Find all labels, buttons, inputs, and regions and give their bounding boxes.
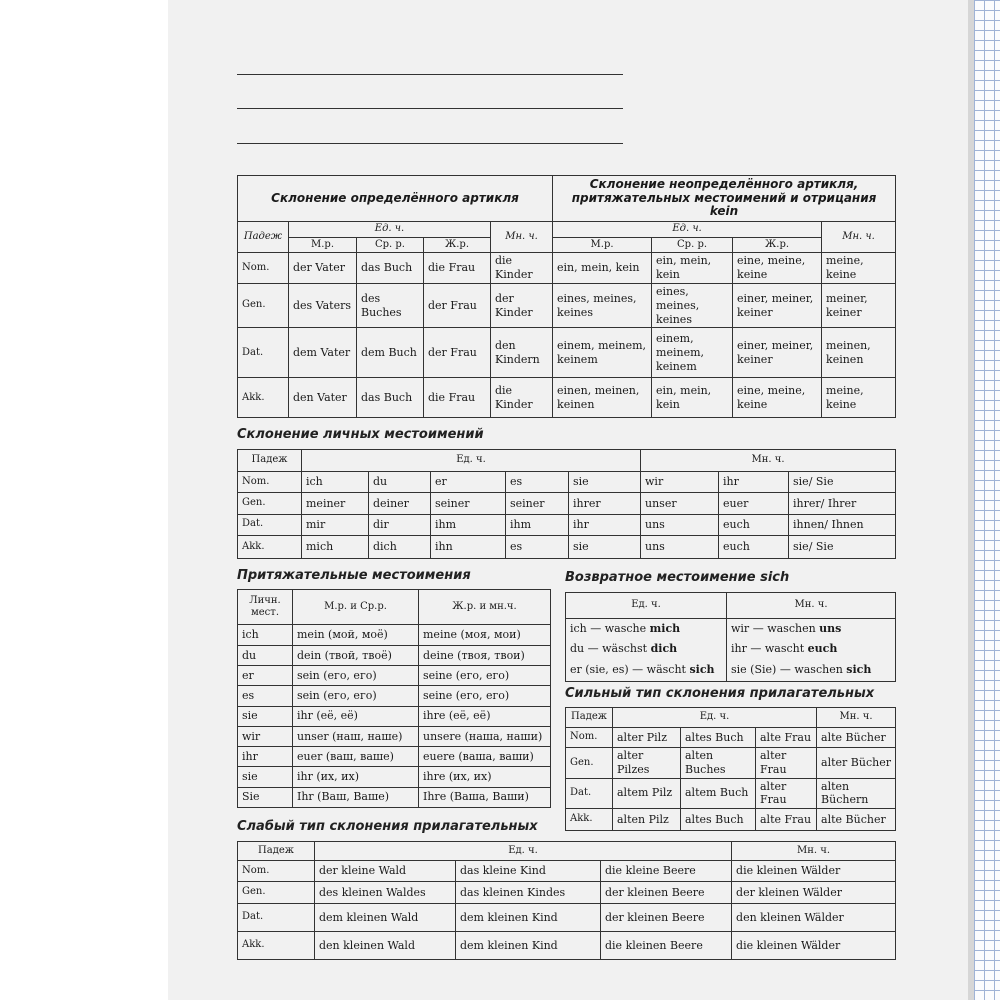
cell: dem Buch	[357, 328, 424, 378]
cell: alter Frau	[756, 748, 817, 779]
cell: einer, meiner, keiner	[733, 284, 822, 328]
cell: ihre (их, их)	[419, 767, 551, 787]
cell: der kleinen Beere	[601, 904, 732, 932]
case-cell: Gen.	[566, 748, 613, 779]
cell: du	[369, 472, 431, 493]
name-line-1	[237, 74, 623, 75]
cell: euch	[719, 514, 789, 535]
cell: die kleine Beere	[601, 861, 732, 882]
case-cell: Akk.	[238, 535, 302, 558]
cell: es	[506, 535, 569, 558]
cell: den Vater	[289, 378, 357, 418]
cell: euer (ваш, ваше)	[293, 747, 419, 767]
table-row	[238, 328, 896, 378]
cell: wir — waschen uns	[727, 619, 896, 639]
case-cell: Akk.	[238, 378, 289, 418]
cell: dein (твой, твоё)	[293, 645, 419, 665]
cell: das Buch	[357, 378, 424, 418]
cell: das kleine Kind	[456, 861, 601, 882]
neuter-header: Ср. р.	[357, 237, 424, 253]
cell: deiner	[369, 493, 431, 514]
case-cell: Dat.	[238, 904, 315, 932]
case-header: Падеж	[566, 708, 613, 728]
cell: du — wäschst dich	[566, 639, 727, 659]
cell: alte Bücher	[817, 728, 896, 748]
cell: ihm	[431, 514, 506, 535]
cell: altes Buch	[681, 809, 756, 831]
cell: dir	[369, 514, 431, 535]
table-row	[238, 535, 896, 558]
table-row	[566, 639, 896, 659]
cell: den kleinen Wälder	[732, 904, 896, 932]
table-row	[238, 645, 551, 665]
table-row	[238, 932, 896, 960]
table-row	[238, 253, 896, 284]
cell: den Kindern	[491, 328, 553, 378]
cell: uns	[641, 535, 719, 558]
cell: die kleinen Beere	[601, 932, 732, 960]
cell: ihnen/ Ihnen	[789, 514, 896, 535]
cell: alte Bücher	[817, 809, 896, 831]
cell: meiner, keiner	[822, 284, 896, 328]
masculine-header: М.р.	[289, 237, 357, 253]
grid-paper-background	[974, 0, 1000, 1000]
name-line-2	[237, 108, 623, 109]
cell: ihre (её, её)	[419, 706, 551, 726]
singular-header-2: Ед. ч.	[553, 222, 822, 238]
cell: meine, keine	[822, 378, 896, 418]
table-row	[238, 472, 896, 493]
case-cell: Gen.	[238, 493, 302, 514]
table-row	[238, 686, 551, 706]
case-cell: Akk.	[566, 809, 613, 831]
table-row	[238, 767, 551, 787]
cell: eine, meine, keine	[733, 253, 822, 284]
cell: meine (моя, мои)	[419, 625, 551, 645]
cell: die Kinder	[491, 253, 553, 284]
table-row	[238, 706, 551, 726]
cell: alter Bücher	[817, 748, 896, 779]
indefinite-article-title: Склонение неопределённого артикля, притяжательных местоимений и отрицания kein	[553, 176, 896, 222]
cell: sie/ Sie	[789, 472, 896, 493]
cell: die Frau	[424, 378, 491, 418]
cell: unser	[641, 493, 719, 514]
table-row	[238, 787, 551, 807]
cell: mein (мой, моё)	[293, 625, 419, 645]
table-row	[566, 748, 896, 779]
cell: der Vater	[289, 253, 357, 284]
feminine-header-2: Ж.р.	[733, 237, 822, 253]
cell: sie/ Sie	[789, 535, 896, 558]
cell: der Kinder	[491, 284, 553, 328]
cell: seiner	[431, 493, 506, 514]
cell: der Frau	[424, 328, 491, 378]
table-row	[238, 493, 896, 514]
table-row	[566, 778, 896, 809]
cell: ihm	[506, 514, 569, 535]
cell: euer	[719, 493, 789, 514]
cell: ihr (их, их)	[293, 767, 419, 787]
cell: dem Vater	[289, 328, 357, 378]
cell: der Frau	[424, 284, 491, 328]
cell: unsere (наша, наши)	[419, 726, 551, 746]
cell: das kleinen Kindes	[456, 882, 601, 904]
cell: es	[506, 472, 569, 493]
cell: seiner	[506, 493, 569, 514]
name-line-3	[237, 143, 623, 144]
table-row	[238, 904, 896, 932]
cell: du	[238, 645, 293, 665]
table-row	[238, 284, 896, 328]
plural-header: Мн. ч.	[491, 222, 553, 253]
cell: alten Pilz	[613, 809, 681, 831]
table-row	[238, 666, 551, 686]
weak-adjective-table	[237, 841, 896, 960]
strong-adjective-table	[565, 707, 896, 831]
reflexive-pronoun-table	[565, 592, 896, 682]
cell: alter Pilzes	[613, 748, 681, 779]
cell: euere (ваша, ваши)	[419, 747, 551, 767]
cell: des Vaters	[289, 284, 357, 328]
cell: ihr	[238, 747, 293, 767]
possessive-pronouns-title: Притяжательные местоимения	[237, 568, 471, 583]
cell: der kleine Wald	[315, 861, 456, 882]
cell: meinen, keinen	[822, 328, 896, 378]
cell: ihr — wascht euch	[727, 639, 896, 659]
personal-pronouns-title: Склонение личных местоимений	[237, 427, 484, 442]
cell: dem kleinen Kind	[456, 904, 601, 932]
case-header: Падеж	[238, 842, 315, 861]
cell: sie	[569, 535, 641, 558]
cell: deine (твоя, твои)	[419, 645, 551, 665]
singular-header: Ед. ч.	[613, 708, 817, 728]
feminine-header: Ж.р.	[424, 237, 491, 253]
plural-header-2: Мн. ч.	[822, 222, 896, 253]
possessive-pronouns-table	[237, 589, 551, 808]
cell: des kleinen Waldes	[315, 882, 456, 904]
cell: ich	[302, 472, 369, 493]
cell: uns	[641, 514, 719, 535]
masculine-header-2: М.р.	[553, 237, 652, 253]
cell: sie	[569, 472, 641, 493]
cell: die Kinder	[491, 378, 553, 418]
cell: den kleinen Wald	[315, 932, 456, 960]
cell: die kleinen Wälder	[732, 861, 896, 882]
definite-article-title: Склонение определённого артикля	[238, 176, 553, 222]
table-row	[566, 809, 896, 831]
cell: Sie	[238, 787, 293, 807]
table-row	[238, 882, 896, 904]
cell: eines, meines, keines	[553, 284, 652, 328]
cell: ihr (её, её)	[293, 706, 419, 726]
table-row	[238, 747, 551, 767]
cell: des Buches	[357, 284, 424, 328]
table-row	[238, 861, 896, 882]
cell: eines, meines, keines	[652, 284, 733, 328]
table-row	[238, 726, 551, 746]
cell: alte Frau	[756, 809, 817, 831]
case-header: Падеж	[238, 222, 289, 253]
cell: ihr	[719, 472, 789, 493]
plural-header: Мн. ч.	[641, 450, 896, 472]
cell: sein (его, его)	[293, 666, 419, 686]
cell: wir	[238, 726, 293, 746]
case-header: Падеж	[238, 450, 302, 472]
cell: dem kleinen Wald	[315, 904, 456, 932]
cell: er	[431, 472, 506, 493]
cell: sie	[238, 706, 293, 726]
cell: seine (его, его)	[419, 666, 551, 686]
cell: alter Frau	[756, 778, 817, 809]
cell: ich — wasche mich	[566, 619, 727, 639]
personal-pronoun-header: Личн. мест.	[238, 590, 293, 625]
cell: er (sie, es) — wäscht sich	[566, 659, 727, 681]
case-cell: Nom.	[238, 861, 315, 882]
cell: ein, mein, kein	[652, 253, 733, 284]
cell: sie (Sie) — waschen sich	[727, 659, 896, 681]
cell: wir	[641, 472, 719, 493]
cell: die Frau	[424, 253, 491, 284]
cell: ein, mein, kein	[652, 378, 733, 418]
cell: er	[238, 666, 293, 686]
cell: einem, meinem, keinem	[652, 328, 733, 378]
article-declension-table	[237, 175, 896, 418]
cell: mich	[302, 535, 369, 558]
plural-header: Мн. ч.	[732, 842, 896, 861]
case-cell: Nom.	[238, 253, 289, 284]
reflexive-pronoun-title: Возвратное местоимение sich	[565, 570, 790, 585]
cell: altes Buch	[681, 728, 756, 748]
cell: alte Frau	[756, 728, 817, 748]
cell: ihn	[431, 535, 506, 558]
case-cell: Akk.	[238, 932, 315, 960]
cell: ich	[238, 625, 293, 645]
cell: seine (его, его)	[419, 686, 551, 706]
case-cell: Dat.	[238, 328, 289, 378]
plural-header: Мн. ч.	[817, 708, 896, 728]
cell: einen, meinen, keinen	[553, 378, 652, 418]
cell: das Buch	[357, 253, 424, 284]
case-cell: Nom.	[566, 728, 613, 748]
cell: dich	[369, 535, 431, 558]
cell: sie	[238, 767, 293, 787]
cell: Ihre (Ваша, Ваши)	[419, 787, 551, 807]
table-row	[238, 378, 896, 418]
cell: Ihr (Ваш, Ваше)	[293, 787, 419, 807]
table-row	[566, 728, 896, 748]
table-row	[238, 625, 551, 645]
case-cell: Nom.	[238, 472, 302, 493]
cell: sein (его, его)	[293, 686, 419, 706]
masc-neuter-header: М.р. и Ср.р.	[293, 590, 419, 625]
plural-header: Мн. ч.	[727, 593, 896, 619]
singular-header: Ед. ч.	[566, 593, 727, 619]
cell: der kleinen Beere	[601, 882, 732, 904]
case-cell: Gen.	[238, 284, 289, 328]
singular-header: Ед. ч.	[289, 222, 491, 238]
cell: alten Buches	[681, 748, 756, 779]
cell: ihr	[569, 514, 641, 535]
cell: einer, meiner, keiner	[733, 328, 822, 378]
case-cell: Dat.	[238, 514, 302, 535]
case-cell: Gen.	[238, 882, 315, 904]
cell: ihrer	[569, 493, 641, 514]
cell: einem, meinem, keinem	[553, 328, 652, 378]
cell: unser (наш, наше)	[293, 726, 419, 746]
cell: es	[238, 686, 293, 706]
cell: euch	[719, 535, 789, 558]
strong-adjective-title: Сильный тип склонения прилагательных	[565, 686, 875, 701]
case-cell: Dat.	[566, 778, 613, 809]
table-row	[566, 659, 896, 681]
cell: der kleinen Wälder	[732, 882, 896, 904]
table-row	[566, 619, 896, 639]
cell: ihrer/ Ihrer	[789, 493, 896, 514]
cell: altem Pilz	[613, 778, 681, 809]
singular-header: Ед. ч.	[315, 842, 732, 861]
table-row	[238, 514, 896, 535]
fem-plural-header: Ж.р. и мн.ч.	[419, 590, 551, 625]
cell: dem kleinen Kind	[456, 932, 601, 960]
cell: meiner	[302, 493, 369, 514]
personal-pronouns-table	[237, 449, 896, 559]
cell: eine, meine, keine	[733, 378, 822, 418]
neuter-header-2: Ср. р.	[652, 237, 733, 253]
weak-adjective-title: Слабый тип склонения прилагательных	[237, 819, 538, 834]
cell: meine, keine	[822, 253, 896, 284]
singular-header: Ед. ч.	[302, 450, 641, 472]
cell: mir	[302, 514, 369, 535]
cell: alten Büchern	[817, 778, 896, 809]
cell: ein, mein, kein	[553, 253, 652, 284]
cell: die kleinen Wälder	[732, 932, 896, 960]
cell: alter Pilz	[613, 728, 681, 748]
cell: altem Buch	[681, 778, 756, 809]
